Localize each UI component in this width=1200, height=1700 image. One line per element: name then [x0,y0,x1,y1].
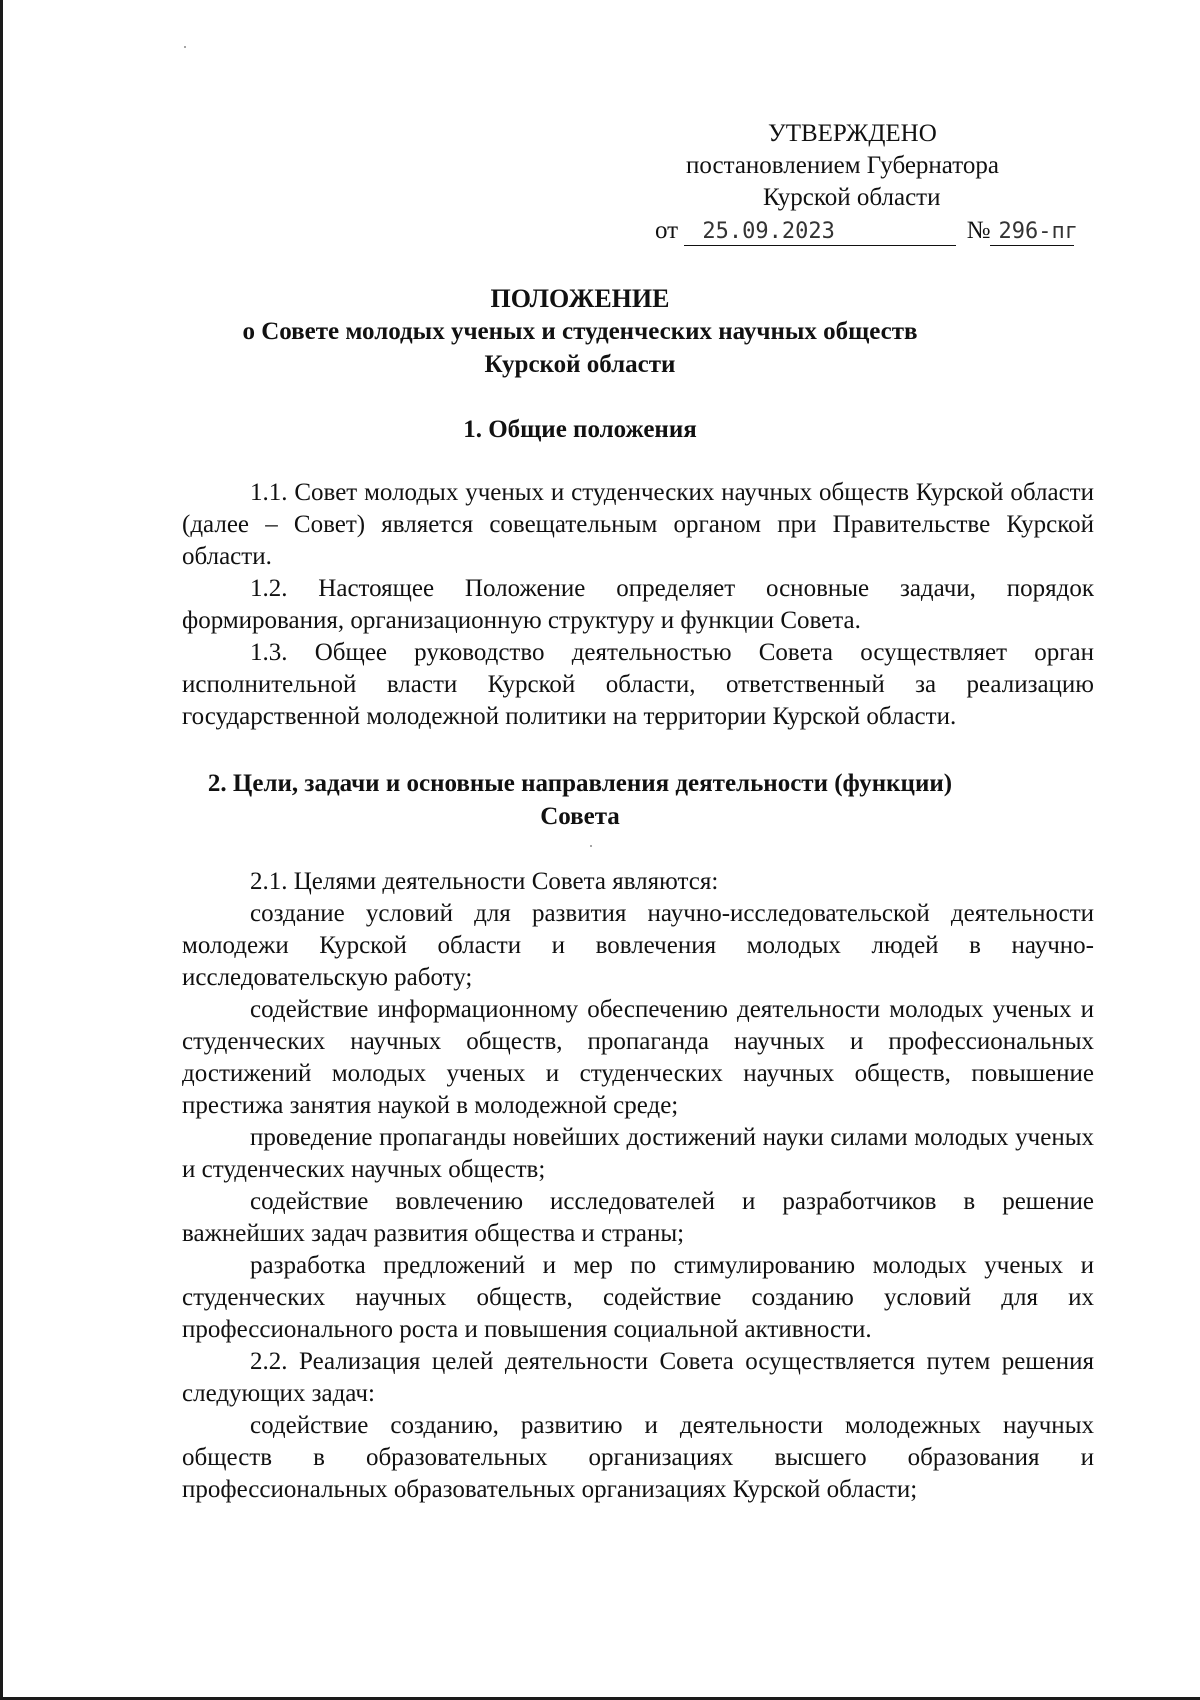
number-field [990,217,1078,246]
goal-item: содействие информационному обеспечению деятельности молодых ученых и студенческих научных обществ, пропаганда научных и профессиональных достижений молодых ученых и студенческих научных обществ, повышение престижа занятия наукой в молодежной среде; [182,996,1094,1119]
scan-border-left [0,0,3,1700]
number-prefix: № [966,217,991,244]
date-field [684,217,956,246]
section-2-heading-line-1: 2. Цели, задачи и основные направления деятельности (функции) [207,770,953,797]
section-1-body [182,477,1094,733]
goal-item: содействие вовлечению исследователей и разработчиков в решение важнейших задач развития общества и страны; [182,1188,1094,1247]
goal-item: проведение пропаганды новейших достижений науки силами молодых ученых и студенческих научных обществ; [182,1124,1094,1183]
paragraph-1-1: 1.1. Совет молодых ученых и студенческих научных обществ Курской области (далее – Совет) является совещательным органом при Правительстве Курской области. [182,479,1094,570]
decree-by-label: постановлением Губернатора [686,152,999,179]
approved-label: УТВЕРЖДЕНО [768,120,937,147]
section-1-heading: 1. Общие положения [463,416,697,443]
scan-speck [184,46,186,48]
goal-item: разработка предложений и мер по стимулированию молодых ученых и студенческих научных обществ, содействие созданию условий для их профессионального роста и повышения социальной активности. [182,1252,1094,1343]
goal-item: создание условий для развития научно-исследовательской деятельности молодежи Курской области и вовлечения молодых людей в научно-исследовательскую работу; [182,900,1094,991]
paragraph-2-1: 2.1. Целями деятельности Совета являются: [250,868,719,895]
region-label: Курской области [763,184,941,211]
section-2-heading-line-2: Совета [540,803,620,830]
paragraph-1-2: 1.2. Настоящее Положение определяет основные задачи, порядок формирования, организационную структуру и функции Совета. [182,575,1094,634]
document-title [0,282,1180,381]
title-main: ПОЛОЖЕНИЕ [490,284,670,313]
number-value: 296-пг [998,219,1078,244]
date-prefix: от [655,217,679,244]
section-2-heading [0,767,1180,833]
paragraph-2-2: 2.2. Реализация целей деятельности Совета осуществляется путем решения следующих задач: [182,1348,1094,1407]
task-item: содействие созданию, развитию и деятельности молодежных научных обществ в образовательных организациях высшего образования и профессиональных образовательных организациях Курской области; [182,1412,1094,1503]
date-value: 25.09.2023 [702,219,835,244]
paragraph-1-3: 1.3. Общее руководство деятельностью Совета осуществляет орган исполнительной власти Курской области, ответственный за реализацию государственной молодежной политики на территории Курской области. [182,639,1094,730]
title-line-3: Курской области [484,351,676,378]
scan-speck [590,845,592,847]
date-number-row [655,217,1078,246]
section-2-body [182,866,1094,1506]
title-line-2: о Совете молодых ученых и студенческих научных обществ [242,318,918,345]
